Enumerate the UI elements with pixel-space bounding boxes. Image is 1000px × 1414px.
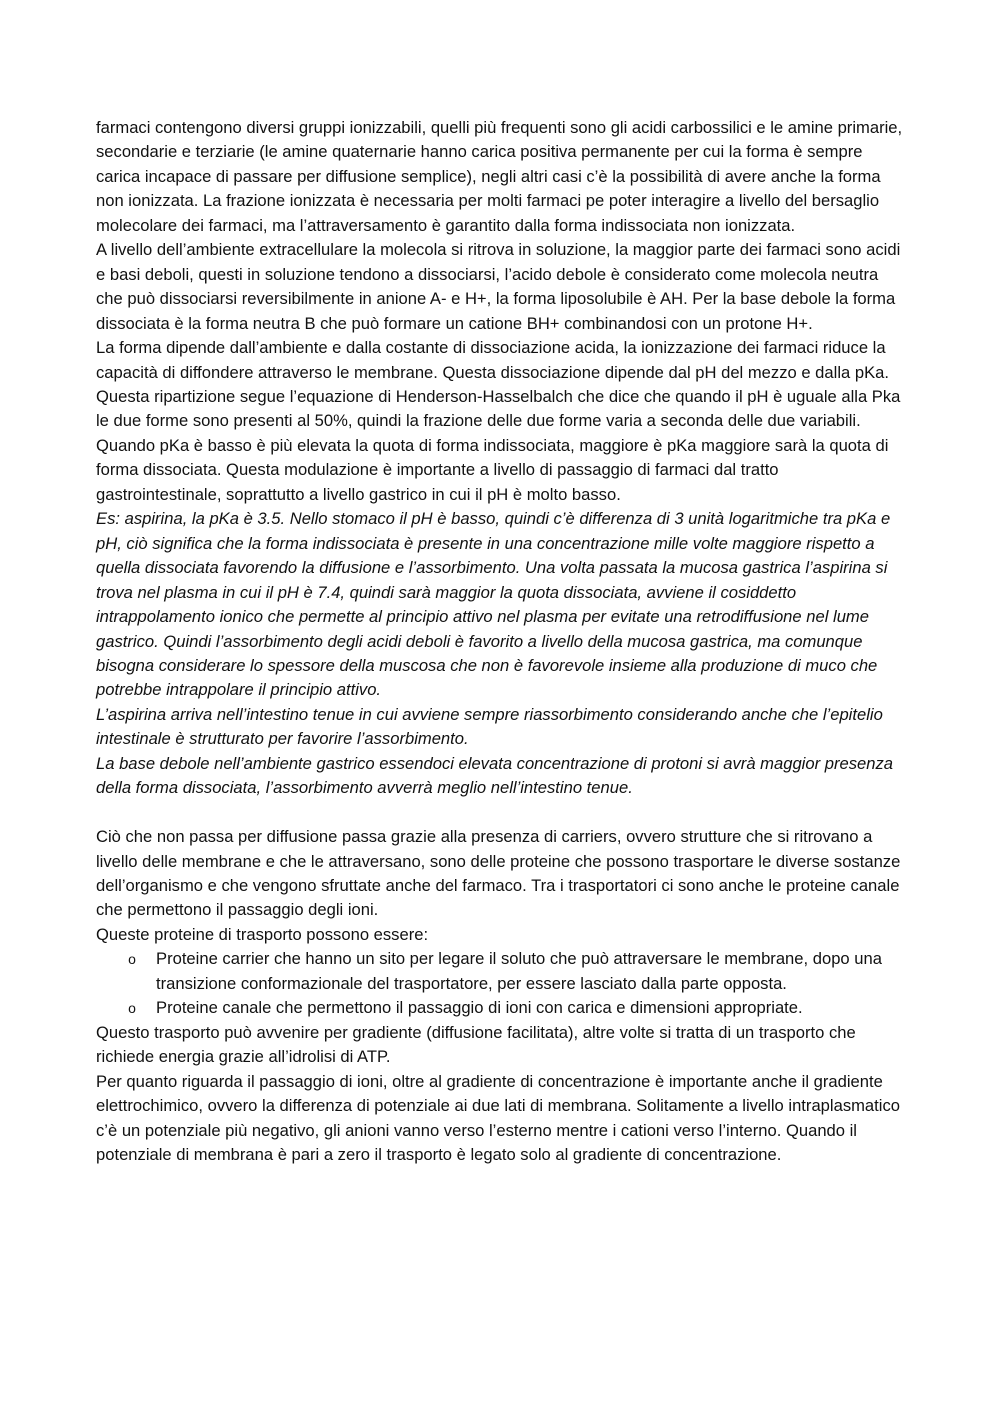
paragraph-carriers: Ciò che non passa per diffusione passa grazie alla presenza di carriers, ovvero strutture che si ritrovano a livello delle membrane e che le attraversano, sono delle proteine che possono trasportare le diverse sostanze dell’organismo e che vengono sfruttate anche del farmaco. Tra i trasportatori ci sono anche le proteine canale che permettono il passaggio degli ioni. bbox=[96, 827, 901, 920]
list-intro: Queste proteine di trasporto possono essere: bbox=[96, 924, 429, 944]
transport-protein-list bbox=[96, 947, 906, 1020]
example-aspirin-paragraph: Es: aspirina, la pKa è 3.5. Nello stomaco il pH è basso, quindi c’è differenza di 3 unità logaritmiche tra pKa e pH, ciò significa che la forma indissociata è presente in una concentrazione mille volte maggiore rispetto a quella dissociata favorendo la diffusione e l’assorbimento. Una volta passata la mucosa gastrica l’aspirina si trova nel plasma in cui il pH è 7.4, quindi sarà maggior la quota dissociata, avviene il cosiddetto intrappolamento ionico che permette al principio attivo nel plasma per evitate una retrodiffusione nel lume gastrico. Quindi l’assorbimento degli acidi deboli è favorito a livello della mucosa gastrica, ma comunque bisogna considerare lo spessore della muscosa che non è favorevole insieme alla produzione di muco che potrebbe intrappolare il principio attivo. bbox=[96, 509, 891, 700]
list-item-text: Proteine canale che permettono il passaggio di ioni con carica e dimensioni appropriate. bbox=[156, 998, 803, 1018]
paragraph-electrochemical-gradient: Per quanto riguarda il passaggio di ioni, oltre al gradiente di concentrazione è importante anche il gradiente elettrochimico, ovvero la differenza di potenziale ai due lati di membrana. Solitamente a livello intraplasmatico c’è un potenziale più negativo, gli anioni vanno verso l’esterno mentre i cationi verso l’interno. Quando il potenziale di membrana è pari a zero il trasporto è legato solo al gradiente di concentrazione. bbox=[96, 1071, 900, 1165]
paragraph-facilitated-diffusion: Questo trasporto può avvenire per gradiente (diffusione facilitata), altre volte si tratta di un trasporto che richiede energia grazie all’idrolisi di ATP. bbox=[96, 1022, 856, 1067]
example-weak-base: La base debole nell’ambiente gastrico essendoci elevata concentrazione di protoni si avrà maggior presenza della forma dissociata, l’assorbimento avverrà meglio nell’intestino tenue. bbox=[96, 753, 893, 798]
document-page bbox=[96, 116, 906, 1167]
list-item-text: Proteine carrier che hanno un sito per legare il soluto che può attraversare le membrane, dopo una transizione conformazionale del trasportatore, per essere lasciato dalla parte opposta. bbox=[156, 949, 882, 993]
circle-bullet-icon: o bbox=[128, 1000, 136, 1017]
example-aspirin-intestine: L’aspirina arriva nell’intestino tenue in cui avviene sempre riassorbimento considerando anche che l’epitelio intestinale è strutturato per favorire l’assorbimento. bbox=[96, 704, 883, 749]
paragraph-ionizable-groups: farmaci contengono diversi gruppi ionizzabili, quelli più frequenti sono gli acidi carbossilici e le amine primarie, secondarie e terziarie (le amine quaternarie hanno carica positiva permanente per cui la forma è sempre carica incapace di passare per diffusione semplice), negli altri casi c’è la possibilità di avere anche la forma non ionizzata. La frazione ionizzata è necessaria per molti farmaci pe poter interagire a livello del bersaglio molecolare dei farmaci, ma l’attraversamento è garantito dalla forma indissociata non ionizzata. bbox=[96, 118, 903, 235]
list-item bbox=[96, 947, 906, 996]
circle-bullet-icon: o bbox=[128, 951, 136, 968]
list-item bbox=[96, 996, 906, 1020]
paragraph-dissociation-ph-pka: La forma dipende dall’ambiente e dalla costante di dissociazione acida, la ionizzazione dei farmaci riduce la capacità di diffondere attraverso le membrane. Questa dissociazione dipende dal pH del mezzo e dalla pKa. Questa ripartizione segue l’equazione di Henderson-Hasselbalch che dice che quando il pH è uguale alla Pka le due forme sono presenti al 50%, quindi la frazione delle due forme varia a seconda delle due variabili. Quando pKa è basso è più elevata la quota di forma indissociata, maggiore è pKa maggiore sarà la quota di forma dissociata. Questa modulazione è importante a livello di passaggio di farmaci dal tratto gastrointestinale, soprattutto a livello gastrico in cui il pH è molto basso. bbox=[96, 338, 901, 504]
blank-line bbox=[96, 801, 906, 825]
paragraph-extracellular-environment: A livello dell’ambiente extracellulare la molecola si ritrova in soluzione, la maggior parte dei farmaci sono acidi e basi deboli, questi in soluzione tendono a dissociarsi, l’acido debole è considerato come molecola neutra che può dissociarsi reversibilmente in anione A- e H+, la forma liposolubile è AH. Per la base debole la forma dissociata è la forma neutra B che può formare un catione BH+ combinandosi con un protone H+. bbox=[96, 240, 901, 333]
